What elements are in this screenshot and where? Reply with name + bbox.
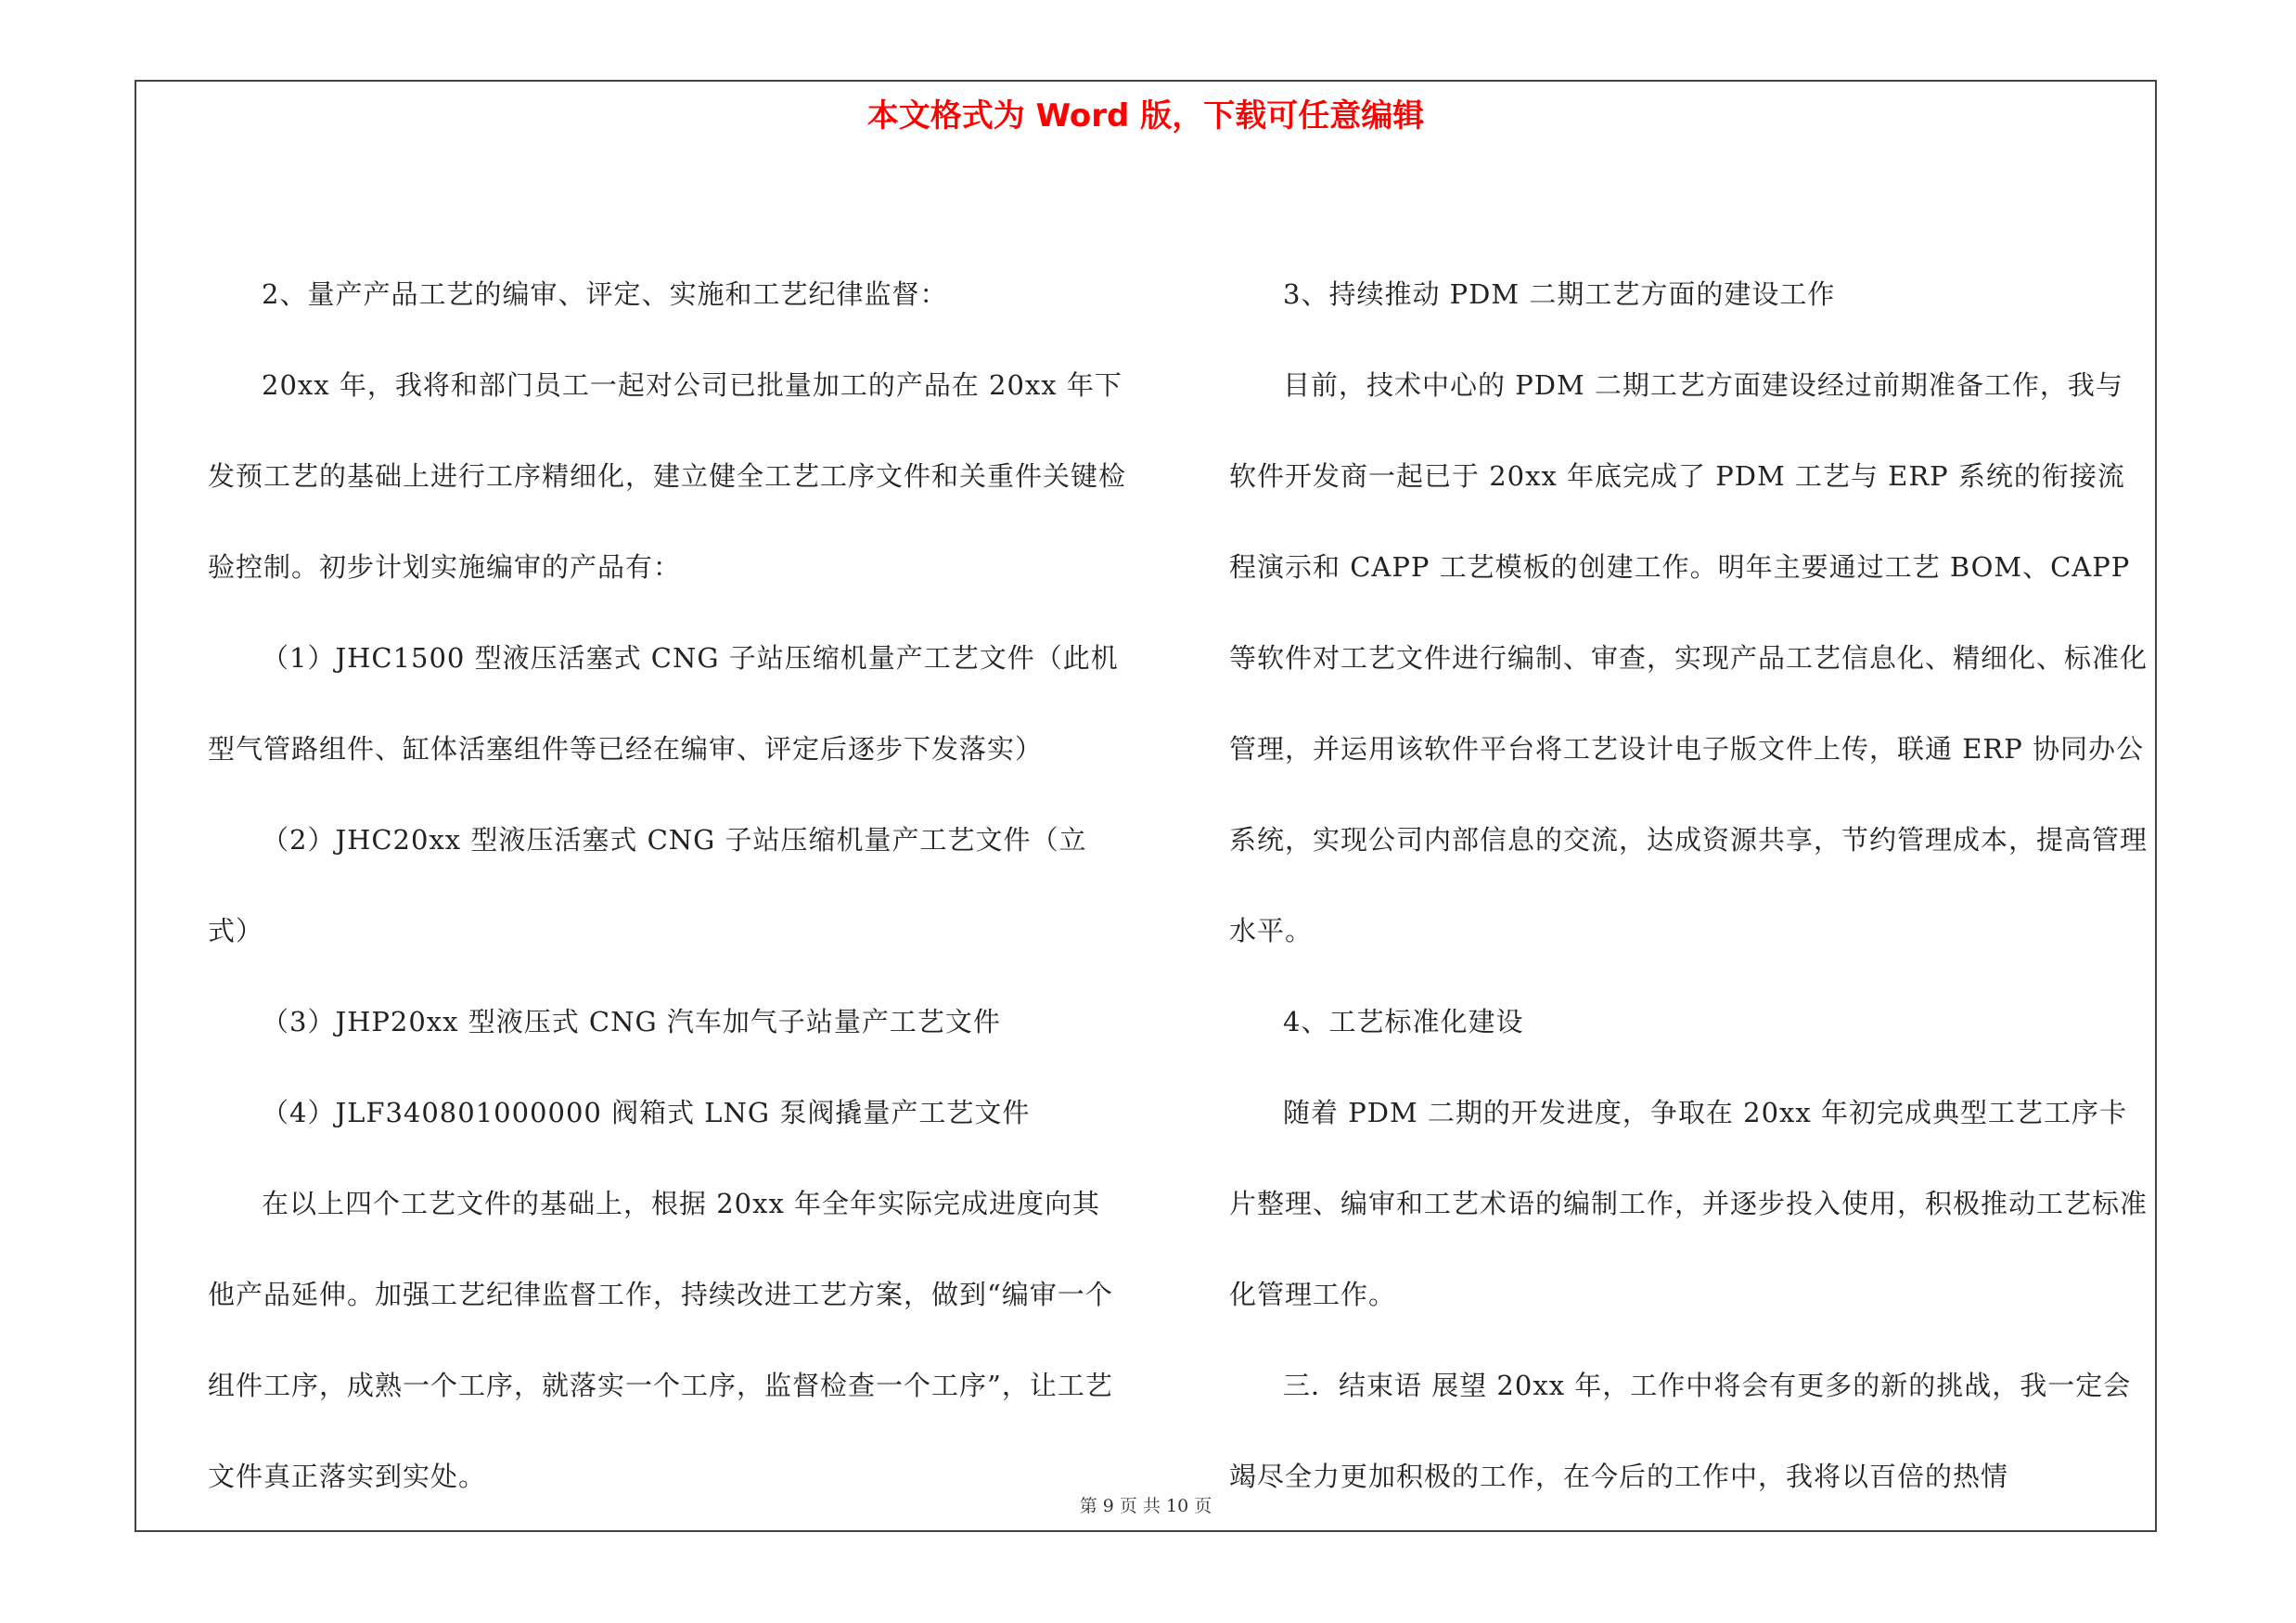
paragraph: 随着 PDM 二期的开发进度，争取在 20xx 年初完成典型工艺工序卡片整理、编审和工艺术语的编制工作，并逐步投入使用，积极推动工艺标准化管理工作。 [1229,1097,2148,1310]
right-column [1229,249,2148,1522]
page-number-footer: 第 9 页 共 10 页 [1079,1496,1212,1516]
paragraph: 4、工艺标准化建设 [1283,1006,1524,1037]
paragraph: （3）JHP20xx 型液压式 CNG 汽车加气子站量产工艺文件 [262,1006,1001,1037]
paragraph: 3、持续推动 PDM 二期工艺方面的建设工作 [1283,278,1836,310]
paragraph: 20xx 年，我将和部门员工一起对公司已批量加工的产品在 20xx 年下发预工艺的基础上进行工序精细化，建立健全工艺工序文件和关重件关键检验控制。初步计划实施编审的产品有： [208,369,1127,583]
document-page [135,80,2157,1532]
paragraph: （1）JHC1500 型液压活塞式 CNG 子站压缩机量产工艺文件（此机型气管路组件、缸体活塞组件等已经在编审、评定后逐步下发落实） [208,642,1119,765]
left-column [208,249,1126,1522]
paragraph: 三．结束语 展望 20xx 年，工作中将会有更多的新的挑战，我一定会竭尽全力更加积极的工作，在今后的工作中，我将以百倍的热情 [1229,1370,2132,1492]
paragraph: 在以上四个工艺文件的基础上，根据 20xx 年全年实际完成进度向其他产品延伸。加强工艺纪律监督工作，持续改进工艺方案，做到“编审一个组件工序，成熟一个工序，就落实一个工序，监督检查一个工序”，让工艺文件真正落实到实处。 [208,1188,1113,1492]
paragraph: （2）JHC20xx 型液压活塞式 CNG 子站压缩机量产工艺文件（立式） [208,824,1087,947]
paragraph: 2、量产产品工艺的编审、评定、实施和工艺纪律监督： [262,278,948,310]
paragraph: （4）JLF340801000000 阀箱式 LNG 泵阀撬量产工艺文件 [262,1097,1031,1128]
format-notice-banner: 本文格式为 Word 版，下载可任意编辑 [866,97,1425,135]
paragraph: 目前，技术中心的 PDM 二期工艺方面建设经过前期准备工作，我与软件开发商一起已于 20xx 年底完成了 PDM 工艺与 ERP 系统的衔接流程演示和 CAPP 工艺模板的创建工作。明年主要通过工艺 BOM、CAPP 等软件对工艺文件进行编制、审查，实现产品工艺信息化、精细化、标准化管理，并运用该软件平台将工艺设计电子版文件上传，联通 ERP 协同办公系统，实现公司内部信息的交流，达成资源共享，节约管理成本，提高管理水平。 [1229,369,2148,947]
